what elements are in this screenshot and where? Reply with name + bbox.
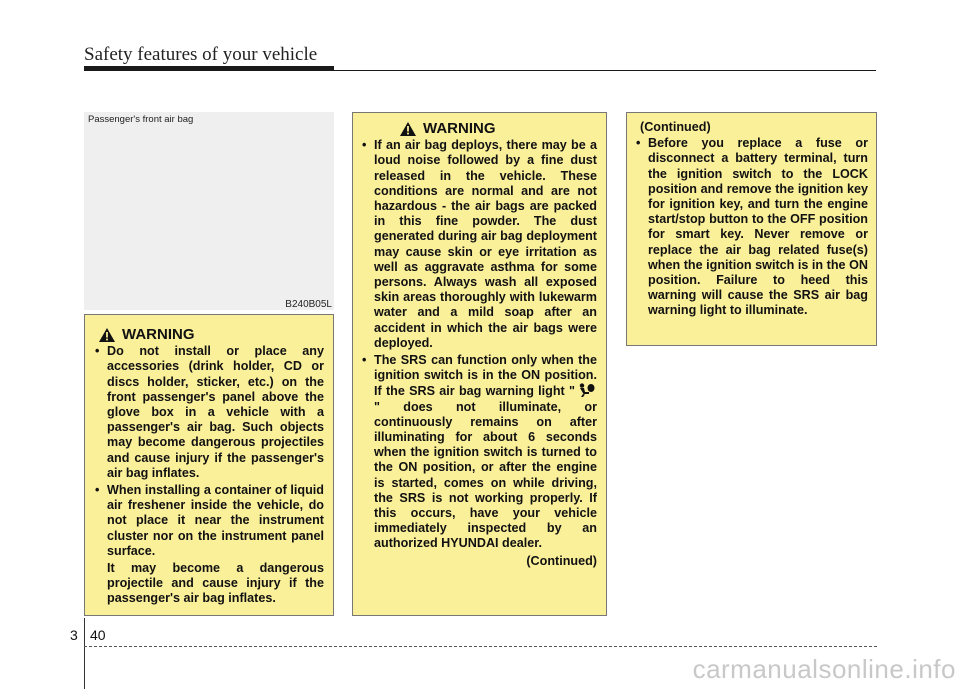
warning-item xyxy=(360,353,597,552)
watermark: carmanualsonline.info xyxy=(692,654,956,684)
warning-box-deployment xyxy=(352,112,607,616)
warning-heading-text: WARNING xyxy=(122,326,195,343)
footer-divider xyxy=(84,618,85,689)
warning-heading xyxy=(99,327,324,342)
header-rule-thin xyxy=(334,70,876,71)
figure-code: B240B05L xyxy=(285,299,332,310)
warning-item: • If an air bag deploys, there may be a loud noise followed by a fine dust released in the vehicle. These conditions are normal and are not hazardous - the air bags are packed in this fine powder. The dust generated during air bag deployment may cause skin or eye irritation as well as aggravate asthma for some persons. Always wash all exposed skin areas thoroughly with lukewarm water and a mild soap after an accident in which the air bags were deployed. xyxy=(360,138,597,351)
warning-triangle-icon xyxy=(99,328,115,342)
chapter-number: 3 xyxy=(70,627,78,643)
warning-box-fuse xyxy=(626,112,877,346)
warning-heading-text: WARNING xyxy=(423,120,496,137)
figure-caption: Passenger's front air bag xyxy=(88,114,194,125)
footer-rule xyxy=(84,646,877,647)
continued-label: (Continued) xyxy=(526,553,597,568)
warning-item-text: " does not illuminate, or continuously remains on after illuminating for about 6 seconds when the ignition switch is turned to the ON position, or after the engine is started, comes on while driving, the SRS is not working properly. If this occurs, have your vehicle immediately inspected by an authorized HYUNDAI dealer. xyxy=(374,399,597,551)
warning-heading xyxy=(400,121,597,136)
warning-extra: It may become a dangerous projectile and cause injury if the passenger's air bag inflates. xyxy=(107,561,324,606)
warning-item: • Do not install or place any accessories (drink holder, CD or discs holder, sticker, etc.) on the front passenger's panel above the glove box in a vehicle with a passenger's air bag. Such objects may become dangerous projectiles and cause injury if the passenger's air bag inflates. xyxy=(93,344,324,481)
page-number: 40 xyxy=(90,627,106,643)
continued-label: (Continued) xyxy=(640,120,711,134)
airbag-illustration xyxy=(84,112,334,310)
page-header-title: Safety features of your vehicle xyxy=(84,44,318,65)
warning-item: • Before you replace a fuse or disconnect a battery terminal, turn the ignition switch to the LOCK position and remove the ignition key for ignition key, and turn the engine start/stop button to the OFF position for smart key. Never remove or replace the air bag related fuse(s) when the ignition switch is in the ON position. Failure to heed this warning will cause the SRS air bag warning light to illuminate. xyxy=(634,136,868,318)
warning-item-text: The SRS can function only when the ignition switch is in the ON position. If the SRS air bag warning light " xyxy=(374,353,597,399)
warning-triangle-icon xyxy=(400,122,416,136)
warning-item: • When installing a container of liquid air freshener inside the vehicle, do not place it near the instrument cluster nor on the instrument panel surface. xyxy=(93,483,324,559)
header-rule xyxy=(84,66,334,71)
airbag-warning-light-icon xyxy=(577,383,595,397)
warning-box-accessories xyxy=(84,314,334,616)
